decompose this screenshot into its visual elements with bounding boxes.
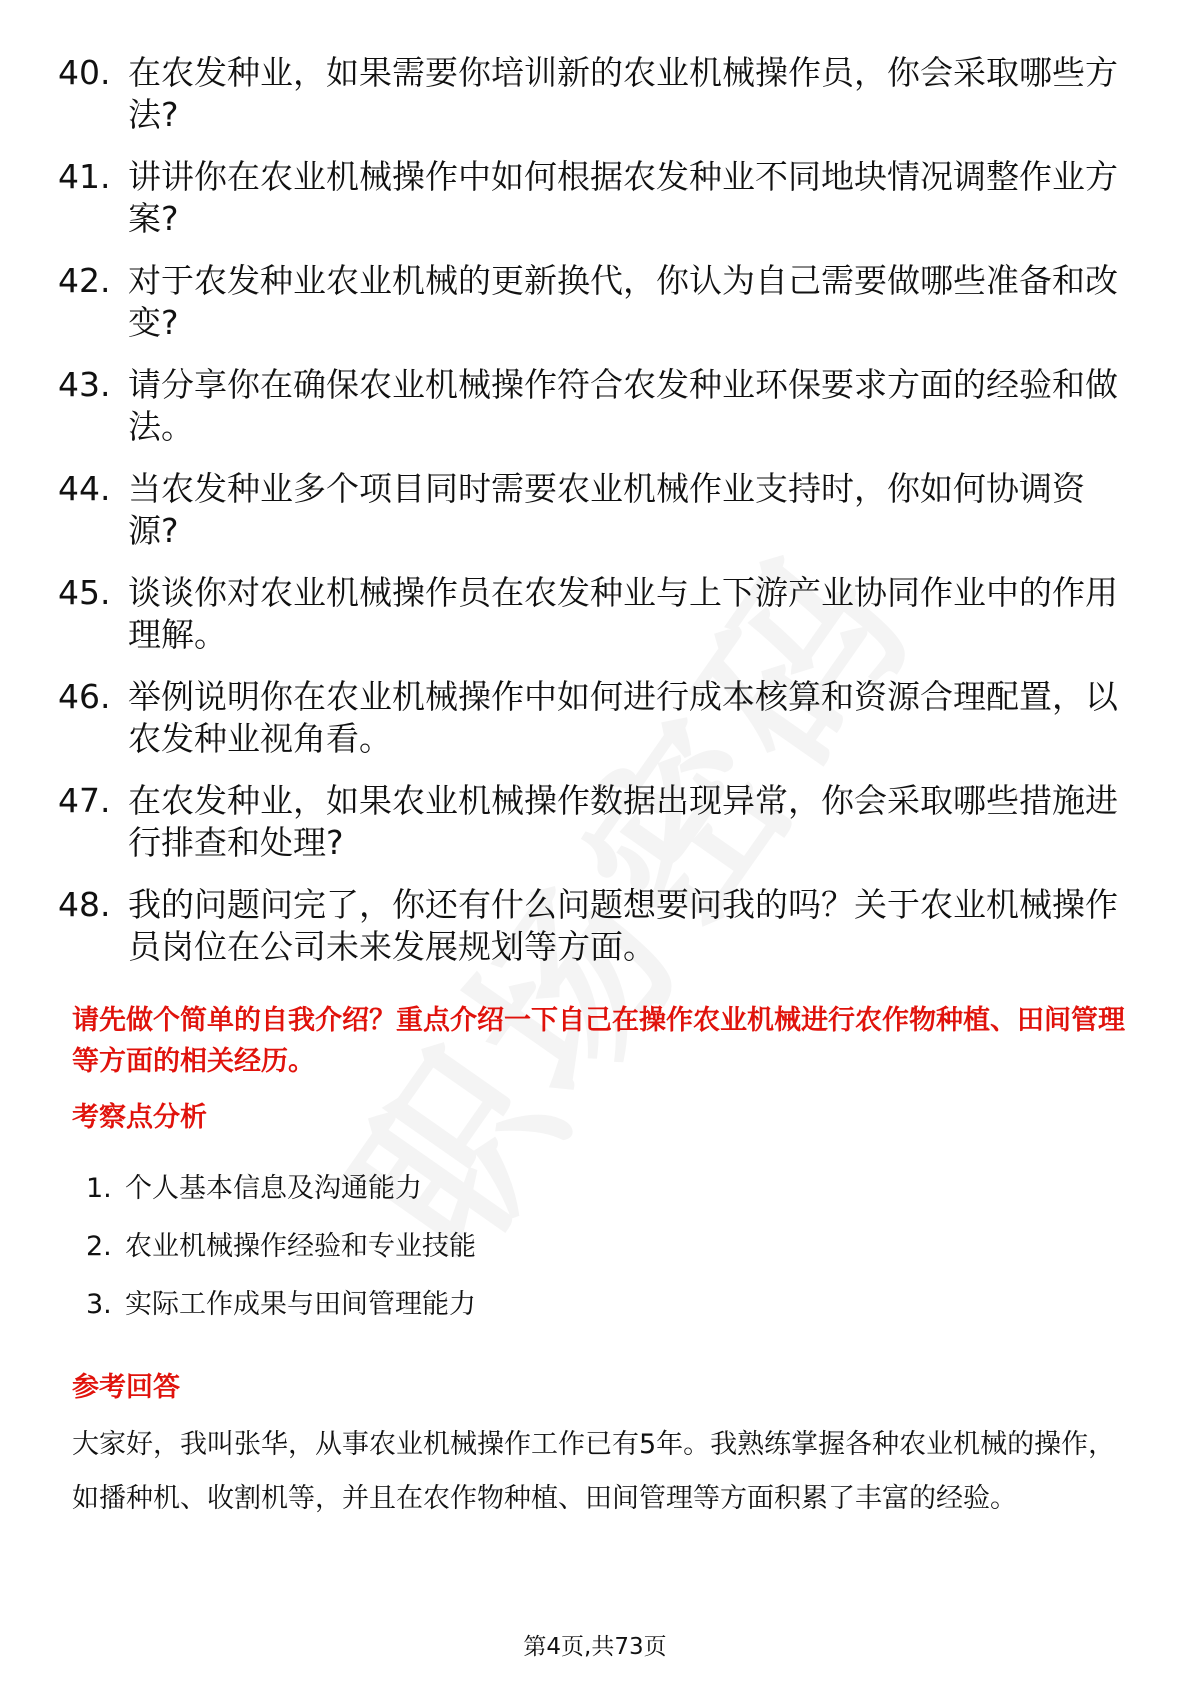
question-text: 我的问题问完了，你还有什么问题想要问我的吗？关于农业机械操作员岗位在公司未来发展规划等方面。	[128, 885, 1118, 966]
analysis-point-text: 实际工作成果与田间管理能力	[125, 1289, 476, 1320]
question-item	[0, 780, 1190, 884]
question-item	[0, 572, 1190, 676]
question-text: 谈谈你对农业机械操作员在农发种业与上下游产业协同作业中的作用理解。	[128, 573, 1118, 654]
question-item	[0, 884, 1190, 988]
analysis-heading: 考察点分析	[72, 1102, 207, 1133]
question-text: 讲讲你在农业机械操作中如何根据农发种业不同地块情况调整作业方案?	[128, 157, 1118, 238]
analysis-point-number: 3.	[86, 1289, 112, 1320]
question-list	[0, 52, 1190, 988]
main-question: 请先做个简单的自我介绍？重点介绍一下自己在操作农业机械进行农作物种植、田间管理等方面的相关经历。	[72, 1005, 1125, 1077]
question-number: 41.	[58, 157, 111, 196]
analysis-point-number: 2.	[86, 1231, 112, 1262]
question-number: 42.	[58, 261, 111, 300]
question-item	[0, 468, 1190, 572]
question-text: 对于农发种业农业机械的更新换代，你认为自己需要做哪些准备和改变?	[128, 261, 1118, 342]
analysis-point-number: 1.	[86, 1173, 112, 1204]
analysis-point	[0, 1230, 1190, 1288]
question-item	[0, 260, 1190, 364]
question-text: 请分享你在确保农业机械操作符合农发种业环保要求方面的经验和做法。	[128, 365, 1118, 446]
question-item	[0, 52, 1190, 156]
page-footer: 第4页,共73页	[523, 1634, 667, 1660]
question-item	[0, 156, 1190, 260]
analysis-point	[0, 1288, 1190, 1346]
question-number: 43.	[58, 365, 111, 404]
question-item	[0, 364, 1190, 468]
question-text: 在农发种业，如果需要你培训新的农业机械操作员，你会采取哪些方法?	[128, 53, 1118, 134]
question-number: 45.	[58, 573, 111, 612]
question-number: 48.	[58, 885, 111, 924]
analysis-point-text: 个人基本信息及沟通能力	[125, 1173, 422, 1204]
answer-text: 大家好，我叫张华，从事农业机械操作工作已有5年。我熟练掌握各种农业机械的操作，如播种机、收割机等，并且在农作物种植、田间管理等方面积累了丰富的经验。	[72, 1429, 1116, 1514]
analysis-point-list	[0, 1172, 1190, 1346]
question-number: 47.	[58, 781, 111, 820]
question-text: 在农发种业，如果农业机械操作数据出现异常，你会采取哪些措施进行排查和处理?	[128, 781, 1118, 862]
answer-heading: 参考回答	[72, 1372, 180, 1403]
question-text: 当农发种业多个项目同时需要农业机械作业支持时，你如何协调资源?	[128, 469, 1085, 550]
analysis-point	[0, 1172, 1190, 1230]
analysis-point-text: 农业机械操作经验和专业技能	[125, 1231, 476, 1262]
question-number: 46.	[58, 677, 111, 716]
question-number: 40.	[58, 53, 111, 92]
question-text: 举例说明你在农业机械操作中如何进行成本核算和资源合理配置，以农发种业视角看。	[128, 677, 1118, 758]
question-number: 44.	[58, 469, 111, 508]
question-item	[0, 676, 1190, 780]
